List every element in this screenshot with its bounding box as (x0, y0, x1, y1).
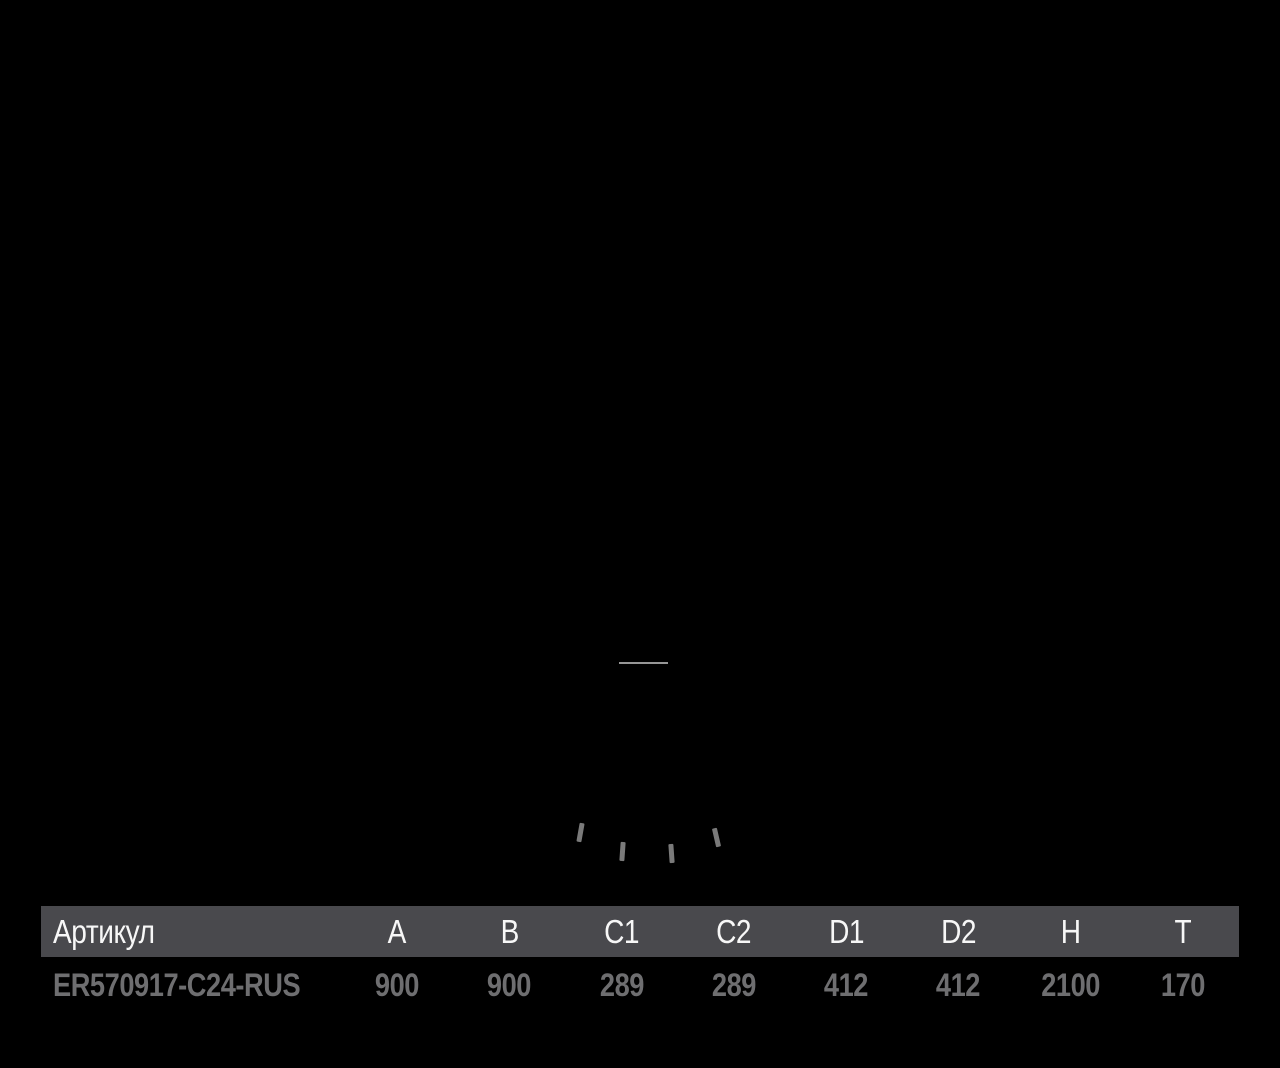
column-header-d2: D2 (940, 912, 976, 950)
spec-table (41, 906, 1239, 1013)
column-header-c2: C2 (716, 912, 752, 950)
cell-a: 900 (375, 966, 420, 1003)
column-header-article: Артикул (53, 912, 155, 950)
spec-table-data-row (41, 957, 1239, 1013)
cell-article: ER570917-C24-RUS (53, 966, 301, 1003)
column-header-b: B (500, 912, 519, 950)
cell-t: 170 (1160, 966, 1205, 1003)
cell-c1: 289 (599, 966, 644, 1003)
spec-table-header-row (41, 906, 1239, 957)
cell-d1: 412 (824, 966, 869, 1003)
cell-b: 900 (487, 966, 532, 1003)
column-header-d1: D1 (828, 912, 864, 950)
column-header-c1: C1 (604, 912, 640, 950)
tray-arc-tick-1 (576, 823, 584, 843)
tray-arc-tick-4 (712, 828, 721, 848)
tray-arc-tick-2 (619, 842, 625, 861)
column-header-t: T (1174, 912, 1192, 950)
tray-arc-tick-3 (668, 844, 674, 863)
column-header-a: A (387, 912, 407, 950)
cell-c2: 289 (711, 966, 756, 1003)
handle-line (619, 662, 668, 664)
cell-h: 2100 (1041, 966, 1101, 1003)
column-header-h: H (1060, 912, 1081, 950)
cell-d2: 412 (936, 966, 981, 1003)
